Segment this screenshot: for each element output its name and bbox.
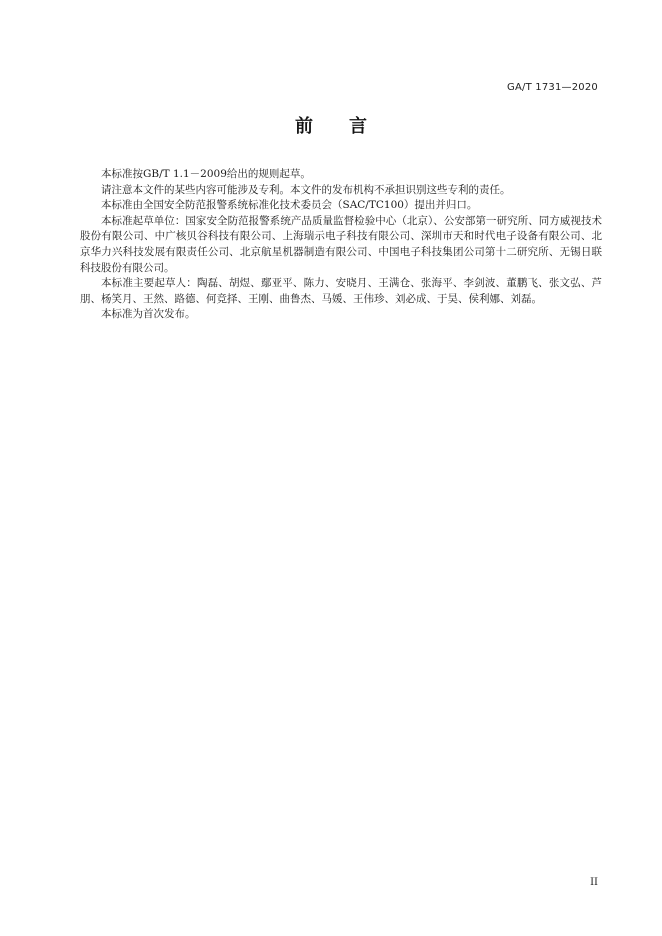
paragraph-drafting-units: 本标准起草单位：国家安全防范报警系统产品质量监督检验中心（北京）、公安部第一研究所、同方威视技术股份有限公司、中广核贝谷科技有限公司、上海瑞示电子科技有限公司、深圳市天和时代电子设备有限公司、北京华力兴科技发展有限责任公司、北京航星机器制造有限公司、中国电子科技集团公司第十二研究所、无锡日联科技股份有限公司。 — [80, 214, 602, 274]
page-number: II — [590, 877, 598, 888]
foreword-body — [80, 167, 602, 323]
paragraph-drafting-rules: 本标准按GB/T 1.1－2009给出的规则起草。 — [101, 168, 311, 180]
paragraph-first-release: 本标准为首次发布。 — [101, 308, 196, 321]
page-title: 前言 — [295, 116, 403, 137]
paragraph-proposed-by: 本标准由全国安全防范报警系统标准化技术委员会（SAC/TC100）提出并归口。 — [101, 199, 478, 212]
paragraph-patent-notice: 请注意本文件的某些内容可能涉及专利。本文件的发布机构不承担识别这些专利的责任。 — [101, 183, 511, 196]
paragraph-drafters: 本标准主要起草人：陶磊、胡煜、鄢亚平、陈力、安晓月、王满仓、张海平、李剑波、董鹏飞、张文弘、芦朋、杨笑月、王然、路德、何竞择、王刚、曲鲁杰、马媛、王伟珍、刘必成、于昊、侯利娜、刘磊。 — [80, 277, 602, 305]
document-code: GA/T 1731—2020 — [507, 82, 598, 93]
